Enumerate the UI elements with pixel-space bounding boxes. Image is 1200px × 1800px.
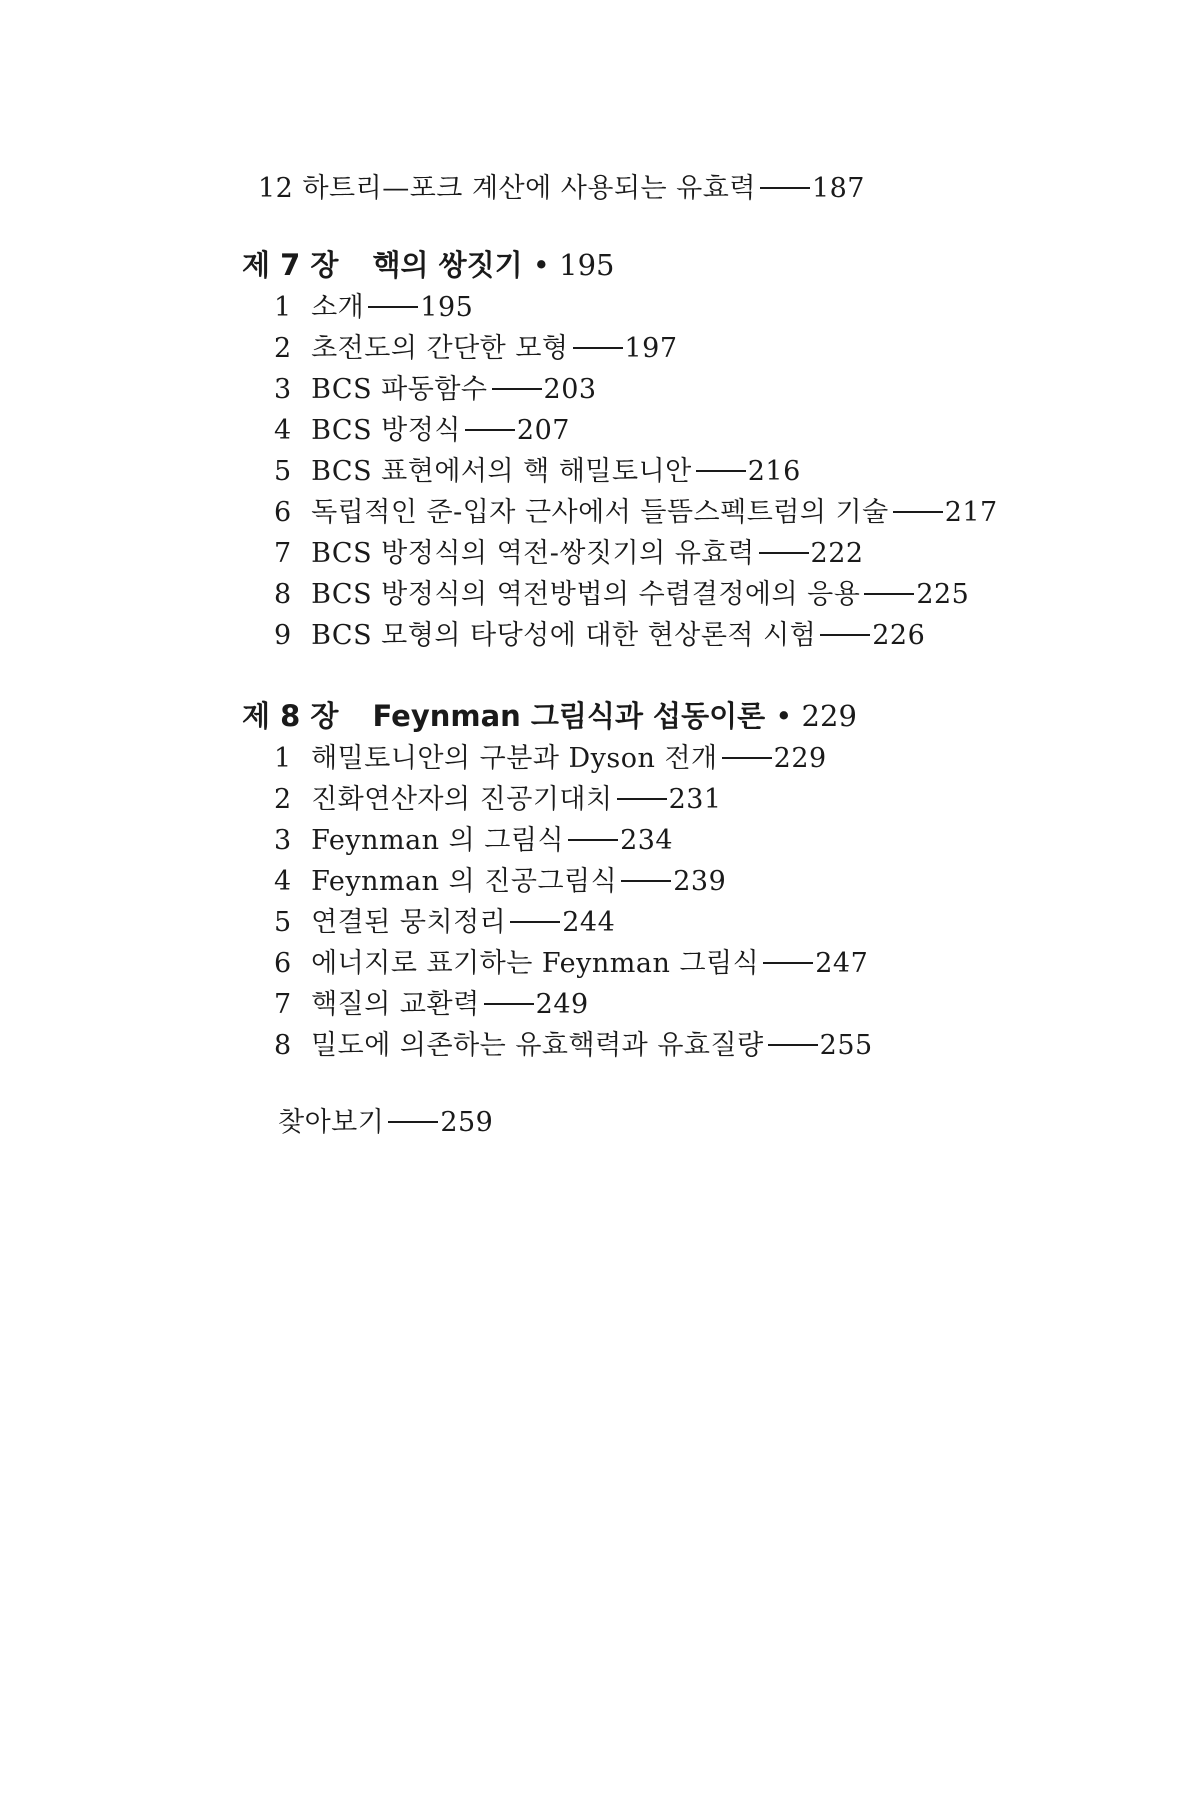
- section-number: 3: [274, 825, 292, 856]
- section-title: BCS 모형의 타당성에 대한 현상론적 시험: [311, 620, 817, 651]
- chapter-label: 제 8 장: [242, 699, 339, 733]
- toc-entry: [274, 533, 1104, 574]
- section-title: Feynman 의 진공그림식: [311, 866, 618, 897]
- toc-entry: [274, 820, 1104, 861]
- toc-entry: [274, 492, 1104, 533]
- section-page: 244: [562, 907, 616, 938]
- chapter-page: • 229: [775, 699, 857, 733]
- toc-entry: [274, 984, 1104, 1025]
- toc-entry: [274, 287, 1104, 328]
- section-number: 6: [274, 497, 292, 528]
- section-number: 7: [274, 538, 292, 569]
- section-number: 2: [274, 784, 292, 815]
- leader-dash: [864, 593, 914, 595]
- chapter-7-heading: [242, 243, 1104, 287]
- leader-dash: [893, 511, 943, 513]
- section-page: 225: [916, 579, 970, 610]
- section-number: 2: [274, 333, 292, 364]
- section-page: 247: [815, 948, 869, 979]
- section-page: 255: [819, 1030, 873, 1061]
- section-page: 234: [620, 825, 674, 856]
- toc-entry: [274, 779, 1104, 820]
- section-number: 1: [274, 743, 292, 774]
- toc-entry: [274, 615, 1104, 656]
- leader-dash: [722, 757, 772, 759]
- leader-dash: [510, 921, 560, 923]
- chapter-title: 핵의 쌍짓기: [372, 248, 523, 282]
- section-number: 5: [274, 456, 292, 487]
- toc-entry: [274, 943, 1104, 984]
- section-title: BCS 파동함수: [311, 374, 488, 405]
- section-title: 찾아보기: [278, 1107, 385, 1138]
- leader-dash: [820, 634, 870, 636]
- leader-dash: [759, 552, 809, 554]
- section-title: 하트리—포크 계산에 사용되는 유효력: [302, 173, 756, 204]
- leader-dash: [617, 798, 667, 800]
- section-number: 6: [274, 948, 292, 979]
- leader-dash: [573, 347, 623, 349]
- leader-dash: [388, 1121, 438, 1123]
- section-page: 203: [543, 374, 597, 405]
- section-page: 207: [516, 415, 570, 446]
- table-of-contents: [244, 168, 1104, 1143]
- leader-dash: [760, 187, 810, 189]
- leader-dash: [696, 470, 746, 472]
- chapter-page: • 195: [532, 248, 615, 282]
- section-title: Feynman 의 그림식: [311, 825, 565, 856]
- section-page: 195: [420, 292, 474, 323]
- section-page: 216: [747, 456, 801, 487]
- leader-dash: [465, 429, 515, 431]
- leader-dash: [568, 839, 618, 841]
- section-page: 197: [624, 333, 678, 364]
- section-page: 229: [773, 743, 827, 774]
- leader-dash: [763, 962, 813, 964]
- leader-dash: [484, 1003, 534, 1005]
- section-number: 5: [274, 907, 292, 938]
- leader-dash: [492, 388, 542, 390]
- section-number: 7: [274, 989, 292, 1020]
- toc-entry: [274, 861, 1104, 902]
- section-number: 3: [274, 374, 292, 405]
- toc-entry: [274, 410, 1104, 451]
- chapter-label: 제 7 장: [242, 248, 339, 282]
- section-title: 진화연산자의 진공기대치: [311, 784, 613, 815]
- section-number: 4: [274, 415, 292, 446]
- leader-dash: [768, 1044, 818, 1046]
- toc-entry: [274, 574, 1104, 615]
- toc-entry-12: [258, 168, 1104, 209]
- toc-entry: [274, 451, 1104, 492]
- toc-entry: [274, 902, 1104, 943]
- section-page: 239: [673, 866, 727, 897]
- section-title: BCS 방정식: [311, 415, 461, 446]
- toc-entry-index: [278, 1102, 1104, 1143]
- section-title: BCS 표현에서의 핵 해밀토니안: [311, 456, 692, 487]
- section-page: 222: [810, 538, 864, 569]
- section-number: 4: [274, 866, 292, 897]
- section-page: 187: [811, 173, 865, 204]
- toc-entry: [274, 738, 1104, 779]
- section-page: 249: [535, 989, 589, 1020]
- chapter-8-heading: [242, 694, 1104, 738]
- section-number: 8: [274, 1030, 292, 1061]
- leader-dash: [621, 880, 671, 882]
- toc-entry: [274, 328, 1104, 369]
- section-title: 소개: [311, 292, 365, 323]
- section-page: 217: [944, 497, 998, 528]
- section-title: BCS 방정식의 역전방법의 수렴결정에의 응용: [311, 579, 861, 610]
- section-page: 226: [872, 620, 926, 651]
- section-title: 핵질의 교환력: [311, 989, 480, 1020]
- section-title: 에너지로 표기하는 Feynman 그림식: [311, 948, 760, 979]
- section-number: 1: [274, 292, 292, 323]
- chapter-title: Feynman 그림식과 섭동이론: [372, 699, 766, 733]
- section-page: 231: [668, 784, 722, 815]
- section-number: 12: [258, 173, 294, 204]
- section-title: 밀도에 의존하는 유효핵력과 유효질량: [311, 1030, 764, 1061]
- section-title: BCS 방정식의 역전-쌍짓기의 유효력: [311, 538, 755, 569]
- section-title: 독립적인 준-입자 근사에서 들뜸스펙트럼의 기술: [311, 497, 889, 528]
- section-number: 8: [274, 579, 292, 610]
- section-number: 9: [274, 620, 292, 651]
- section-title: 해밀토니안의 구분과 Dyson 전개: [311, 743, 718, 774]
- section-title: 초전도의 간단한 모형: [311, 333, 569, 364]
- toc-entry: [274, 369, 1104, 410]
- section-page: 259: [440, 1107, 494, 1138]
- leader-dash: [368, 306, 418, 308]
- toc-entry: [274, 1025, 1104, 1066]
- section-title: 연결된 뭉치정리: [311, 907, 507, 938]
